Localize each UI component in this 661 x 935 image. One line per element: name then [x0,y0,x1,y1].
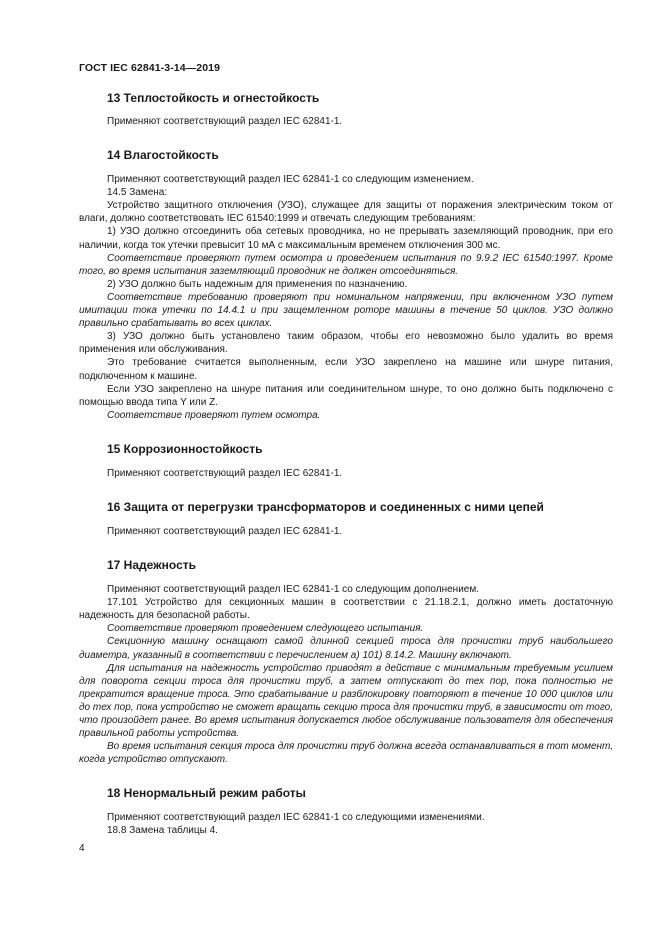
section-17-title: 17 Надежность [107,558,197,573]
test-paragraph: Для испытания на надежность устройство приводят в действие с минимальным требуемым усилием для поворота секции троса для прочистки труб, а затем отпускают до тех пор, пока полностью не прекратится вращение троса. Это срабатывание и разблокировку повторяют в течение 10 000 циклов или до тех пор, пока устройство не сможет вращать секцию троса для прочистки труб, в зависимости от того, что произойдет ранее. Во время испытания допускается любое обслуживание пользователя для обеспечения правильной работы устройства. [79,662,613,740]
test-paragraph: Во время испытания секция троса для прочистки труб должна всегда останавливаться в тот момент, когда устройство отпускают. [79,741,613,766]
test-paragraph: Секционную машину оснащают самой длинной секцией троса для прочистки труб наибольшего диаметра, указанный в соответствии с перечислением а) 101) 8.14.2. Машину включают. [79,636,613,661]
compliance-paragraph: Соответствие требованию проверяют при номинальном напряжении, при включенном УЗО путем имитации тока утечки по 14.4.1 и при защемленном роторе машины в течение 50 циклов. УЗО должно правильно срабатывать во всех циклах. [79,291,613,330]
paragraph: Применяют соответствующий раздел IEC 62841-1 со следующими изменениями. [107,812,485,824]
section-18-title: 18 Ненормальный режим работы [107,786,306,801]
paragraph: Применяют соответствующий раздел IEC 62841-1 со следующим дополнением. [107,584,479,596]
section-17 [79,558,613,766]
page-number: 4 [79,843,85,854]
paragraph: 2) УЗО должно быть надежным для применения по назначению. [107,278,408,290]
paragraph: Применяют соответствующий раздел IEC 62841-1. [107,467,343,479]
section-16-title: 16 Защита от перегрузки трансформаторов и соединенных с ними цепей [107,499,544,514]
section-13 [79,91,613,128]
paragraph: Если УЗО закреплено на шнуре питания или соединительном шнуре, то оно должно быть подключено с помощью ввода типа Y или Z. [79,383,613,408]
paragraph: Применяют соответствующий раздел IEC 62841-1. [107,525,343,537]
paragraph: 18.8 Замена таблицы 4. [107,825,218,837]
paragraph: 1) УЗО должно отсоединить оба сетевых проводника, но не прерывать заземляющий проводник, при его наличии, когда ток утечки превысит 10 мА с максимальным временем отключения 300 мс. [79,226,613,251]
section-14 [79,148,613,422]
section-13-title: 13 Теплостойкость и огнестойкость [107,91,320,105]
paragraph: 14.5 Замена: [107,187,168,199]
section-15-title: 15 Коррозионностойкость [107,441,263,456]
section-18 [79,786,613,837]
paragraph: Это требование считается выполненным, если УЗО закреплено на машине или шнуре питания, подключенном к машине. [79,357,613,382]
section-14-title: 14 Влагостойкость [107,148,219,163]
compliance-paragraph: Соответствие проверяют проведением следующего испытания. [107,623,424,635]
paragraph: Применяют соответствующий раздел IEC 62841-1. [107,116,343,127]
paragraph: Устройство защитного отключения (УЗО), служащее для защиты от поражения электрическим током от влаги, должно соответствовать IEC 61540:1999 и отвечать следующим требованиям: [79,200,613,225]
compliance-paragraph: Соответствие проверяют путем осмотра. [107,409,321,421]
paragraph: 3) УЗО должно быть установлено таким образом, чтобы его невозможно было удалить во время применения или обслуживания. [79,331,613,356]
section-15 [79,442,613,480]
paragraph: 17.101 Устройство для секционных машин в соответствии с 21.18.2.1, должно иметь достаточную надежность для безопасной работы. [79,597,613,622]
paragraph: Применяют соответствующий раздел IEC 62841-1 со следующим изменением. [107,174,474,186]
page-header: ГОСТ IEC 62841-3-14—2019 [79,62,221,74]
page-content [79,91,613,852]
section-16 [79,500,613,538]
compliance-paragraph: Соответствие проверяют путем осмотра и проведением испытания по 9.9.2 IEC 61540:1997. Кроме того, во время испытания заземляющий проводник не должен отсоединяться. [79,252,613,277]
